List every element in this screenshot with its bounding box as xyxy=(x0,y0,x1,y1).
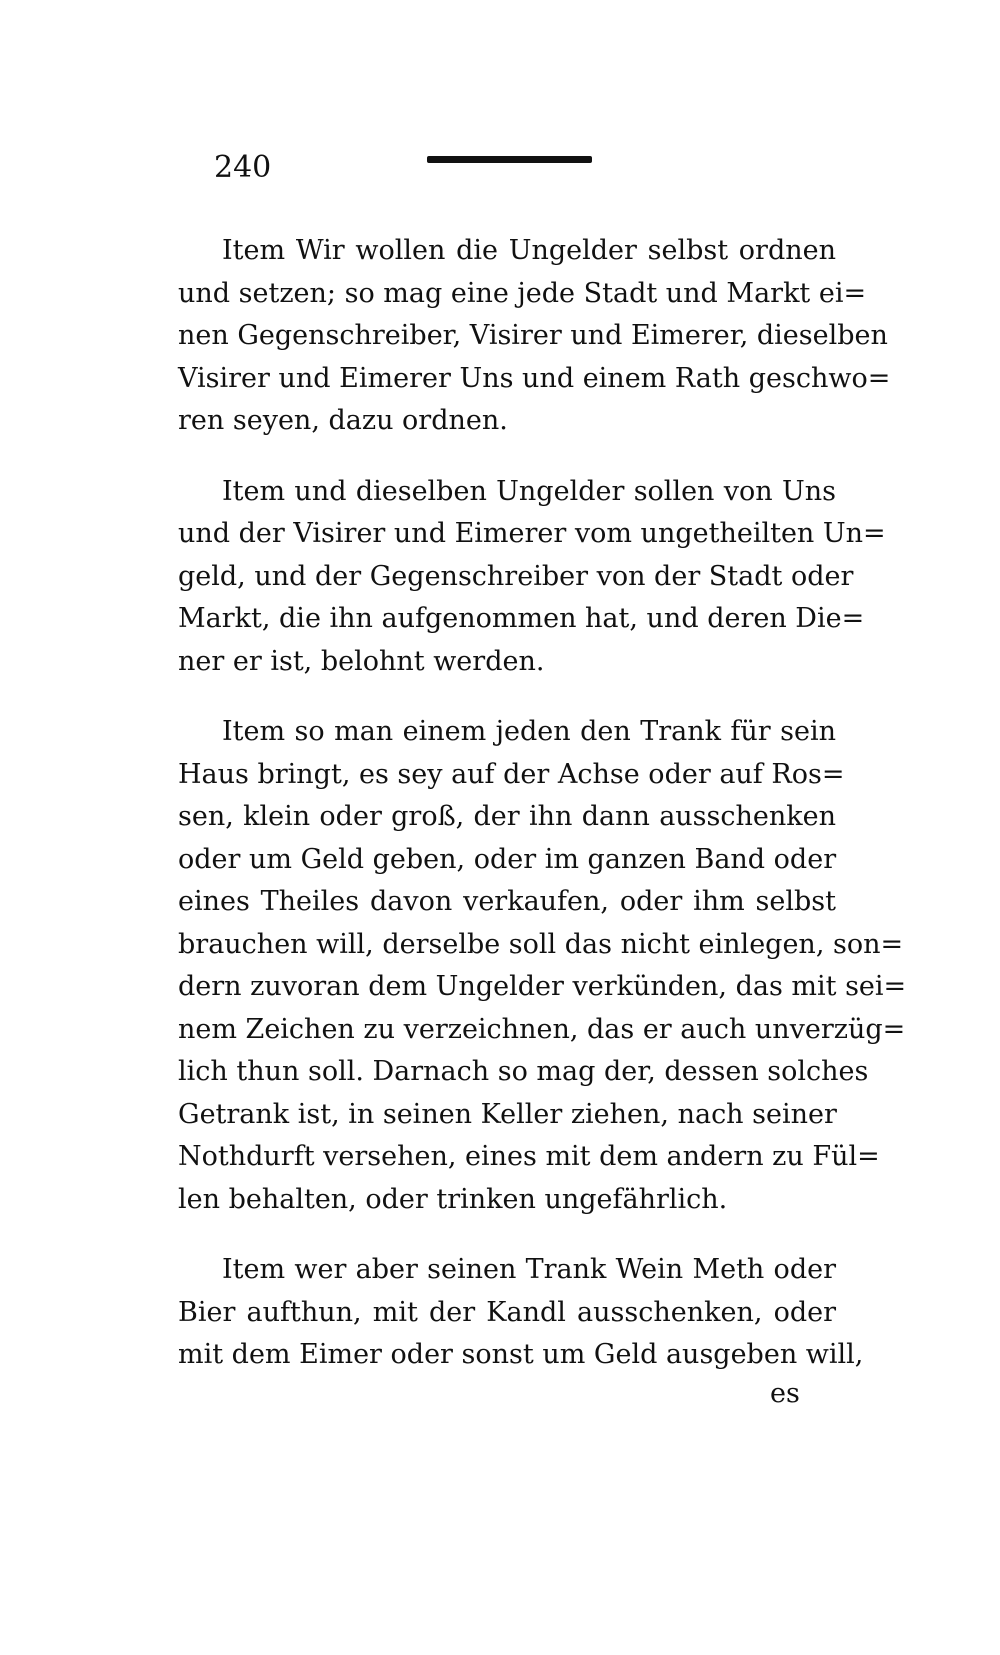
text-line: Getrank ist, in seinen Keller ziehen, nach seiner xyxy=(178,1098,837,1130)
text-line: lich thun soll. Darnach so mag der, dessen solches xyxy=(178,1056,869,1087)
text-line: nem Zeichen zu verzeichnen, das er auch unverzüg= xyxy=(178,1013,906,1045)
text-line: oder um Geld geben, oder im ganzen Band oder xyxy=(178,843,837,875)
paragraph xyxy=(178,1249,864,1377)
text-line: eines Theiles davon verkaufen, oder ihm selbst xyxy=(178,886,836,917)
paragraph-spacer xyxy=(178,683,836,711)
text-line: nen Gegenschreiber, Visirer und Eimerer, dieselben xyxy=(178,320,888,351)
body-text xyxy=(178,230,907,1377)
text-line: sen, klein oder groß, der ihn dann ausschenken xyxy=(178,801,836,832)
text-line: Item wer aber seinen Trank Wein Meth oder xyxy=(222,1254,836,1285)
text-line: und setzen; so mag eine jede Stadt und Markt ei= xyxy=(178,277,867,309)
paragraph-spacer xyxy=(178,1221,836,1249)
text-line: ren seyen, dazu ordnen. xyxy=(178,405,508,436)
text-line: mit dem Eimer oder sonst um Geld ausgeben will, xyxy=(178,1339,864,1370)
text-line: geld, und der Gegenschreiber von der Stadt oder xyxy=(178,560,854,592)
text-line: Item Wir wollen die Ungelder selbst ordnen xyxy=(222,235,836,266)
text-line: brauchen will, derselbe soll das nicht einlegen, son= xyxy=(178,928,904,960)
text-line: Haus bringt, es sey auf der Achse oder auf Ros= xyxy=(178,758,845,790)
text-line: Nothdurft versehen, eines mit dem andern zu Fül= xyxy=(178,1141,880,1172)
page-number: 240 xyxy=(214,150,272,185)
text-line: Item so man einem jeden den Trank für sein xyxy=(222,716,836,747)
text-line: Bier aufthun, mit der Kandl ausschenken, oder xyxy=(178,1296,836,1328)
text-line: Markt, die ihn aufgenommen hat, und deren Die= xyxy=(178,603,865,634)
paragraph xyxy=(178,230,891,443)
paragraph xyxy=(178,471,886,684)
text-line: len behalten, oder trinken ungefährlich. xyxy=(178,1183,728,1215)
catchword: es xyxy=(770,1378,800,1409)
text-line: dern zuvoran dem Ungelder verkünden, das mit sei= xyxy=(178,971,907,1002)
text-line: Item und dieselben Ungelder sollen von Uns xyxy=(222,475,836,507)
paragraph-spacer xyxy=(178,443,836,471)
text-line: ner er ist, belohnt werden. xyxy=(178,645,545,677)
text-line: und der Visirer und Eimerer vom ungetheilten Un= xyxy=(178,518,886,549)
header-rule xyxy=(427,156,592,163)
text-line: Visirer und Eimerer Uns und einem Rath geschwo= xyxy=(178,362,891,394)
paragraph xyxy=(178,711,907,1221)
